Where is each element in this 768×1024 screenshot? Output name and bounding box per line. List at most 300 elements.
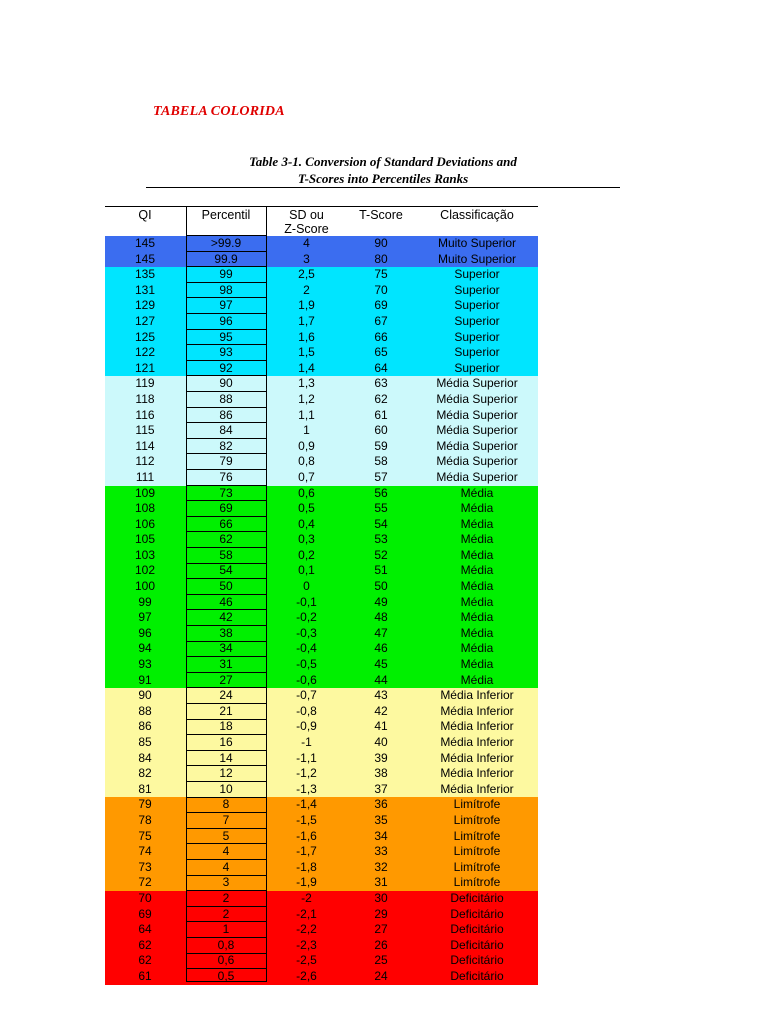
table-row xyxy=(105,969,538,985)
cell-classificacao: Média Inferior xyxy=(440,781,514,796)
table-row xyxy=(105,236,538,252)
cell-qi: 69 xyxy=(138,906,152,921)
cell-tscore: 47 xyxy=(374,625,388,640)
table-row xyxy=(105,283,538,299)
cell-qi: 100 xyxy=(134,579,156,594)
table-row xyxy=(105,875,538,891)
cell-sd: 1 xyxy=(303,423,310,438)
cell-classificacao: Média Superior xyxy=(436,391,518,406)
cell-tscore: 61 xyxy=(374,407,388,422)
percentil-row-line xyxy=(186,453,266,454)
cell-qi: 119 xyxy=(135,376,155,391)
cell-tscore: 38 xyxy=(374,766,388,781)
cell-qi: 84 xyxy=(138,750,152,765)
percentil-row-line xyxy=(186,329,266,330)
cell-percentil: 69 xyxy=(219,501,233,516)
cell-qi: 105 xyxy=(134,532,156,547)
cell-classificacao: Deficitário xyxy=(450,906,504,921)
cell-qi: 88 xyxy=(138,703,152,718)
table-row xyxy=(105,719,538,735)
table-row xyxy=(105,423,538,439)
cell-percentil: 62 xyxy=(219,532,233,547)
cell-tscore: 65 xyxy=(374,345,388,360)
cell-percentil: 54 xyxy=(219,563,233,578)
percentil-row-line xyxy=(186,500,266,501)
cell-percentil: 50 xyxy=(219,579,233,594)
cell-classificacao: Deficitário xyxy=(450,953,504,968)
cell-sd: 4 xyxy=(303,236,310,250)
cell-tscore: 53 xyxy=(374,532,388,547)
cell-percentil: 96 xyxy=(219,313,233,328)
cell-tscore: 42 xyxy=(374,703,388,718)
percentil-row-line xyxy=(186,781,266,782)
cell-classificacao: Superior xyxy=(454,313,500,328)
table-row xyxy=(105,688,538,704)
cell-qi: 129 xyxy=(134,298,156,313)
cell-percentil: 10 xyxy=(219,781,233,796)
cell-tscore: 80 xyxy=(374,251,388,266)
table-row xyxy=(105,797,538,813)
cell-sd: -0,9 xyxy=(296,719,317,734)
cell-sd: 0,8 xyxy=(298,454,315,469)
cell-percentil: 46 xyxy=(219,594,233,609)
cell-classificacao: Média Inferior xyxy=(440,719,514,734)
cell-qi: 115 xyxy=(135,423,155,438)
cell-qi: 118 xyxy=(135,391,155,406)
cell-tscore: 58 xyxy=(374,454,388,469)
cell-percentil: 66 xyxy=(219,516,233,531)
cell-classificacao: Média Inferior xyxy=(440,766,514,781)
cell-qi: 116 xyxy=(135,407,155,422)
cell-tscore: 46 xyxy=(374,641,388,656)
percentil-row-line xyxy=(186,516,266,517)
cell-sd: 1,1 xyxy=(298,407,315,422)
cell-sd: -2,1 xyxy=(296,906,317,921)
cell-sd: -2,5 xyxy=(296,953,317,968)
cell-qi: 94 xyxy=(138,641,152,656)
cell-qi: 74 xyxy=(138,844,152,859)
cell-classificacao: Limítrofe xyxy=(453,828,501,843)
table-row xyxy=(105,486,538,502)
cell-qi: 108 xyxy=(134,501,156,516)
cell-classificacao: Média xyxy=(460,594,494,609)
caption-line-2: T-Scores into Percentiles Ranks xyxy=(297,171,469,186)
table-row xyxy=(105,376,538,392)
cell-percentil: 5 xyxy=(222,828,230,843)
cell-percentil: 2 xyxy=(222,890,230,905)
table-row xyxy=(105,392,538,408)
cell-percentil: 79 xyxy=(219,454,233,469)
percentil-row-line xyxy=(186,594,266,595)
cell-classificacao: Superior xyxy=(454,282,500,297)
cell-percentil: 73 xyxy=(219,485,233,500)
cell-classificacao: Limítrofe xyxy=(453,797,501,812)
column-header-sd-line-1: SD ou xyxy=(289,208,324,222)
cell-sd: -2,6 xyxy=(296,968,317,983)
cell-classificacao: Muito Superior xyxy=(437,251,517,266)
table-row xyxy=(105,298,538,314)
table-row xyxy=(105,782,538,798)
cell-tscore: 63 xyxy=(374,376,388,391)
table-row xyxy=(105,501,538,517)
cell-qi: 111 xyxy=(135,469,155,484)
cell-tscore: 52 xyxy=(374,547,388,562)
cell-qi: 135 xyxy=(134,267,156,282)
table-row xyxy=(105,735,538,751)
page-title: TABELA COLORIDA xyxy=(153,104,285,119)
cell-percentil: 97 xyxy=(219,298,233,313)
cell-sd: -0,3 xyxy=(296,625,317,640)
cell-percentil: 3 xyxy=(222,875,230,890)
cell-sd: -0,1 xyxy=(296,594,317,609)
cell-sd: -1,5 xyxy=(296,812,317,827)
cell-tscore: 40 xyxy=(374,735,388,749)
cell-qi: 127 xyxy=(134,313,156,328)
percentil-row-line xyxy=(186,625,266,626)
percentil-row-line xyxy=(186,953,266,954)
percentil-row-line xyxy=(186,687,266,688)
percentil-row-line xyxy=(186,266,266,267)
table-row xyxy=(105,454,538,470)
percentil-row-line xyxy=(186,469,266,470)
cell-qi: 122 xyxy=(134,345,156,360)
cell-percentil: 86 xyxy=(219,407,233,422)
percentil-row-line xyxy=(186,968,266,969)
cell-percentil: 18 xyxy=(219,719,233,734)
percentil-row-line xyxy=(186,812,266,813)
cell-sd: -1,2 xyxy=(296,766,317,781)
cell-qi: 70 xyxy=(138,890,152,905)
cell-qi: 103 xyxy=(134,547,156,562)
percentil-row-line xyxy=(186,859,266,860)
cell-qi: 79 xyxy=(138,797,152,812)
cell-sd: 2 xyxy=(303,282,310,297)
cell-tscore: 67 xyxy=(374,313,388,328)
table-row xyxy=(105,626,538,642)
cell-tscore: 66 xyxy=(374,329,388,344)
cell-tscore: 75 xyxy=(374,267,388,282)
percentil-row-line xyxy=(186,750,266,751)
cell-sd: 1,4 xyxy=(298,360,315,375)
cell-classificacao: Média xyxy=(460,610,494,625)
cell-percentil: 4 xyxy=(222,859,230,874)
cell-tscore: 41 xyxy=(374,719,388,734)
cell-tscore: 50 xyxy=(374,579,388,594)
cell-classificacao: Média xyxy=(460,625,494,640)
percentil-row-line xyxy=(186,656,266,657)
cell-percentil: 0,8 xyxy=(217,937,235,952)
cell-sd: 0,1 xyxy=(298,563,315,578)
cell-percentil: 98 xyxy=(219,282,233,297)
cell-tscore: 39 xyxy=(374,750,388,765)
cell-classificacao: Média xyxy=(460,672,494,687)
cell-tscore: 49 xyxy=(374,594,388,609)
cell-tscore: 43 xyxy=(374,688,388,703)
cell-classificacao: Média Superior xyxy=(436,454,518,469)
table-row xyxy=(105,267,538,283)
cell-qi: 106 xyxy=(134,516,156,531)
cell-classificacao: Muito Superior xyxy=(437,236,517,250)
cell-sd: -1 xyxy=(301,735,312,749)
cell-tscore: 62 xyxy=(374,391,388,406)
cell-sd: -1,9 xyxy=(296,875,317,890)
cell-qi: 64 xyxy=(138,922,152,937)
column-header-qi: QI xyxy=(138,208,152,222)
cell-classificacao: Superior xyxy=(454,329,500,344)
percentil-row-line xyxy=(186,485,266,486)
percentil-row-line xyxy=(186,531,266,532)
cell-sd: -2 xyxy=(301,890,312,905)
column-header-sd-line-2: Z-Score xyxy=(284,222,329,236)
cell-sd: -1,3 xyxy=(296,781,317,796)
percentil-row-line xyxy=(186,937,266,938)
cell-qi: 90 xyxy=(138,688,152,703)
cell-sd: -2,2 xyxy=(296,922,317,937)
table-header xyxy=(105,207,538,236)
table-row xyxy=(105,532,538,548)
cell-qi: 78 xyxy=(138,812,152,827)
percentil-row-line xyxy=(186,609,266,610)
cell-classificacao: Média xyxy=(460,485,494,500)
cell-classificacao: Média Inferior xyxy=(440,735,514,749)
cell-qi: 112 xyxy=(135,454,155,469)
cell-sd: 0,3 xyxy=(298,532,315,547)
cell-classificacao: Média xyxy=(460,532,494,547)
percentil-row-line xyxy=(186,438,266,439)
cell-classificacao: Média xyxy=(460,501,494,516)
percentil-row-line xyxy=(186,282,266,283)
table-caption xyxy=(146,153,620,187)
cell-percentil: 58 xyxy=(219,547,233,562)
table-row xyxy=(105,860,538,876)
cell-tscore: 69 xyxy=(374,298,388,313)
table-row xyxy=(105,673,538,689)
cell-tscore: 45 xyxy=(374,657,388,672)
cell-percentil: 0,6 xyxy=(217,953,235,968)
cell-tscore: 26 xyxy=(374,937,388,952)
cell-sd: -0,8 xyxy=(296,703,317,718)
cell-classificacao: Deficitário xyxy=(450,922,504,937)
cell-sd: -1,8 xyxy=(296,859,317,874)
cell-classificacao: Média Superior xyxy=(436,423,518,438)
cell-percentil: 8 xyxy=(222,797,230,812)
cell-percentil: 99 xyxy=(219,267,233,282)
cell-tscore: 25 xyxy=(374,953,388,968)
cell-sd: 0 xyxy=(303,579,310,594)
cell-percentil: 99.9 xyxy=(214,251,238,266)
cell-sd: -0,7 xyxy=(296,688,317,703)
table-row xyxy=(105,579,538,595)
cell-percentil: 38 xyxy=(219,625,233,640)
cell-qi: 121 xyxy=(134,360,156,375)
percentil-row-line xyxy=(186,235,266,236)
cell-percentil: 42 xyxy=(219,610,233,625)
cell-qi: 109 xyxy=(134,485,156,500)
cell-tscore: 55 xyxy=(374,501,388,516)
table-row xyxy=(105,953,538,969)
cell-qi: 81 xyxy=(138,781,152,796)
cell-percentil: 1 xyxy=(222,922,230,937)
cell-classificacao: Limítrofe xyxy=(453,844,501,859)
cell-tscore: 90 xyxy=(374,236,388,250)
caption-line-1: Table 3-1. Conversion of Standard Deviations and xyxy=(249,154,517,169)
cell-classificacao: Superior xyxy=(454,298,500,313)
cell-percentil: 31 xyxy=(219,657,233,672)
cell-percentil: 88 xyxy=(219,391,233,406)
cell-percentil: 84 xyxy=(219,423,233,438)
percentil-row-line xyxy=(186,391,266,392)
cell-sd: 3 xyxy=(303,251,310,266)
cell-sd: -1,6 xyxy=(296,828,317,843)
cell-tscore: 54 xyxy=(374,516,388,531)
percentil-row-line xyxy=(186,547,266,548)
table-row xyxy=(105,829,538,845)
cell-sd: 0,6 xyxy=(298,485,315,500)
cell-percentil: 76 xyxy=(219,469,233,484)
cell-tscore: 29 xyxy=(374,906,388,921)
cell-qi: 73 xyxy=(138,859,152,874)
cell-qi: 85 xyxy=(138,735,152,749)
cell-qi: 62 xyxy=(138,937,152,952)
cell-qi: 97 xyxy=(138,610,152,625)
cell-classificacao: Média Superior xyxy=(436,407,518,422)
table-row xyxy=(105,345,538,361)
cell-sd: 2,5 xyxy=(298,267,315,282)
cell-classificacao: Média Superior xyxy=(436,438,518,453)
cell-tscore: 44 xyxy=(374,672,388,687)
percentil-row-line xyxy=(186,360,266,361)
table-row xyxy=(105,766,538,782)
table-row xyxy=(105,704,538,720)
cell-classificacao: Superior xyxy=(454,360,500,375)
cell-classificacao: Limítrofe xyxy=(453,859,501,874)
percentil-row-line xyxy=(186,890,266,891)
cell-percentil: 14 xyxy=(219,750,233,765)
cell-tscore: 35 xyxy=(374,812,388,827)
cell-tscore: 32 xyxy=(374,859,388,874)
table-row xyxy=(105,844,538,860)
cell-percentil: 12 xyxy=(219,766,233,781)
cell-percentil: 90 xyxy=(219,376,233,391)
cell-qi: 93 xyxy=(138,657,152,672)
cell-classificacao: Limítrofe xyxy=(453,812,501,827)
cell-tscore: 31 xyxy=(374,875,388,890)
column-header-percentil: Percentil xyxy=(201,208,251,222)
cell-tscore: 36 xyxy=(374,797,388,812)
cell-tscore: 59 xyxy=(374,438,388,453)
percentil-row-line xyxy=(186,672,266,673)
caption-divider xyxy=(146,187,620,188)
percentil-row-line xyxy=(186,719,266,720)
cell-qi: 145 xyxy=(134,251,156,266)
table-row xyxy=(105,563,538,579)
table-row xyxy=(105,252,538,268)
cell-tscore: 34 xyxy=(374,828,388,843)
cell-sd: 1,2 xyxy=(298,391,315,406)
percentil-row-line xyxy=(186,828,266,829)
cell-classificacao: Deficitário xyxy=(450,937,504,952)
cell-qi: 75 xyxy=(138,828,152,843)
cell-qi: 131 xyxy=(134,282,156,297)
cell-percentil: 27 xyxy=(219,672,233,687)
cell-percentil: 95 xyxy=(219,329,233,344)
cell-qi: 102 xyxy=(134,563,156,578)
percentil-row-line xyxy=(186,875,266,876)
cell-qi: 61 xyxy=(138,968,152,983)
table-row xyxy=(105,907,538,923)
cell-sd: 1,5 xyxy=(298,345,315,360)
cell-qi: 62 xyxy=(138,953,152,968)
table-row xyxy=(105,938,538,954)
cell-sd: -2,3 xyxy=(296,937,317,952)
cell-tscore: 48 xyxy=(374,610,388,625)
cell-tscore: 30 xyxy=(374,890,388,905)
percentil-row-line xyxy=(186,765,266,766)
cell-sd: 0,5 xyxy=(298,501,315,516)
cell-classificacao: Média Inferior xyxy=(440,688,514,703)
cell-classificacao: Média Inferior xyxy=(440,750,514,765)
percentil-row-line xyxy=(186,344,266,345)
table-body xyxy=(105,236,538,985)
cell-percentil: 21 xyxy=(219,703,233,718)
table-row xyxy=(105,517,538,533)
percentil-row-line xyxy=(186,578,266,579)
cell-classificacao: Deficitário xyxy=(450,968,504,983)
cell-classificacao: Média xyxy=(460,563,494,578)
cell-tscore: 37 xyxy=(374,781,388,796)
cell-sd: 0,4 xyxy=(298,516,315,531)
percentil-row-line xyxy=(186,734,266,735)
cell-sd: -1,4 xyxy=(296,797,317,812)
table-row xyxy=(105,641,538,657)
percentil-row-line xyxy=(186,906,266,907)
percentil-row-line xyxy=(186,641,266,642)
table-row xyxy=(105,330,538,346)
cell-tscore: 57 xyxy=(374,469,388,484)
cell-classificacao: Média Superior xyxy=(436,469,518,484)
cell-qi: 82 xyxy=(138,766,152,781)
column-header-classificacao: Classificação xyxy=(440,208,514,222)
cell-sd: -0,4 xyxy=(296,641,317,656)
cell-qi: 125 xyxy=(134,329,156,344)
table-row xyxy=(105,595,538,611)
percentil-row-line xyxy=(186,313,266,314)
cell-tscore: 64 xyxy=(374,360,388,375)
cell-percentil: 82 xyxy=(219,438,233,453)
cell-qi: 96 xyxy=(138,625,152,640)
cell-qi: 114 xyxy=(135,438,155,453)
percentil-row-line xyxy=(186,297,266,298)
table-row xyxy=(105,751,538,767)
cell-tscore: 56 xyxy=(374,485,388,500)
percentil-row-line xyxy=(186,797,266,798)
cell-classificacao: Limítrofe xyxy=(453,875,501,890)
cell-percentil: 0,5 xyxy=(217,968,235,983)
cell-tscore: 24 xyxy=(374,968,388,983)
table-row xyxy=(105,314,538,330)
cell-percentil: 92 xyxy=(219,360,233,375)
cell-qi: 86 xyxy=(138,719,152,734)
table-row xyxy=(105,361,538,377)
percentil-row-line xyxy=(186,921,266,922)
cell-classificacao: Média xyxy=(460,547,494,562)
percentil-row-line xyxy=(186,843,266,844)
cell-classificacao: Superior xyxy=(454,267,500,282)
cell-classificacao: Média xyxy=(460,657,494,672)
cell-sd: -1,1 xyxy=(296,750,317,765)
cell-percentil: 34 xyxy=(219,641,233,656)
cell-percentil: 16 xyxy=(219,735,233,749)
